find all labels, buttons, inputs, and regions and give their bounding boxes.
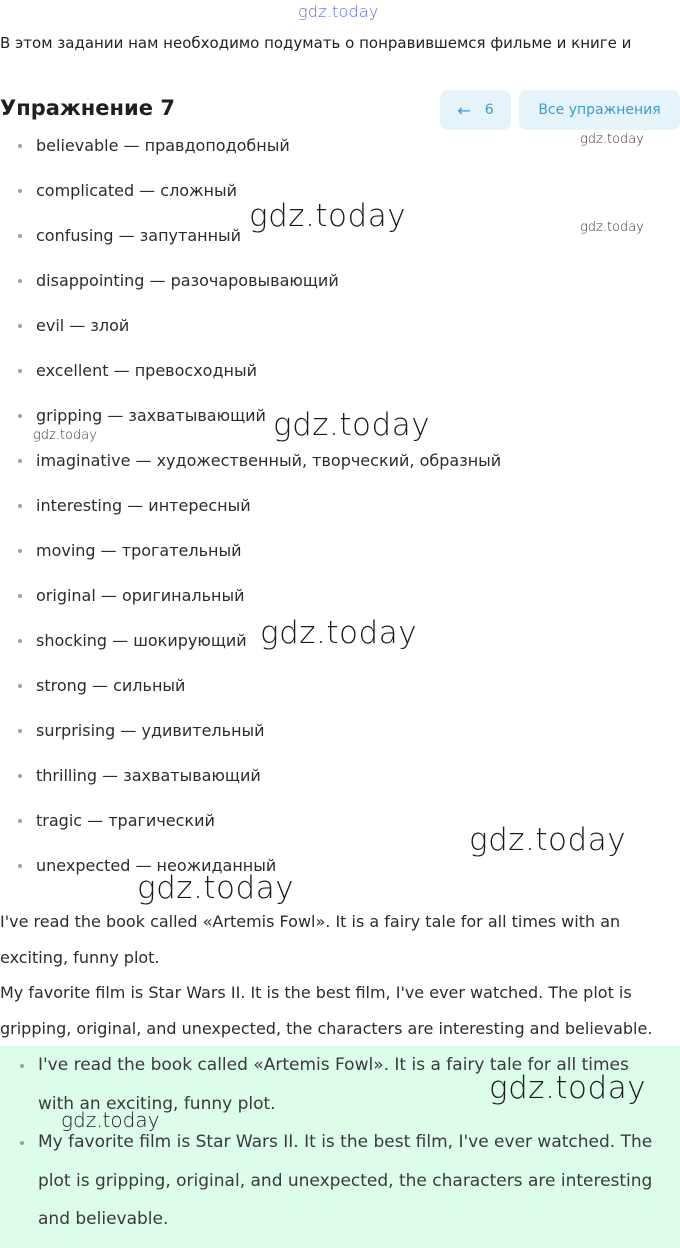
watermark: gdz.today <box>137 870 295 906</box>
list-item: moving — трогательный <box>0 528 680 573</box>
page-title: Упражнение 7 <box>0 96 175 120</box>
watermark: gdz.today <box>33 428 97 443</box>
list-item: evil — злой <box>0 303 680 348</box>
list-item: disappointing — разочаровывающий <box>0 258 680 303</box>
list-item: gripping — захватывающий <box>0 393 680 438</box>
sample-text-line: gripping, original, and unexpected, the characters are interesting and believable. <box>0 1019 653 1038</box>
list-item: original — оригинальный <box>0 573 680 618</box>
answer-item: My favorite film is Star Wars II. It is the best film, I've ever watched. The plot is gripping, original, and unexpected, the characters are interesting and believable. <box>0 1123 680 1239</box>
vocabulary-list <box>0 123 680 888</box>
watermark: gdz.today <box>298 2 379 21</box>
list-item: thrilling — захватывающий <box>0 753 680 798</box>
sample-text-line: I've read the book called «Artemis Fowl». It is a fairy tale for all times with an <box>0 912 621 931</box>
list-item: imaginative — художественный, творческий, образный <box>0 438 680 483</box>
watermark: gdz.today <box>260 615 418 651</box>
watermark: gdz.today <box>489 1070 647 1106</box>
list-item: tragic — трагический <box>0 798 680 843</box>
intro-text: В этом задании нам необходимо подумать о понравившемся фильме и книге и <box>0 34 632 52</box>
list-item: shocking — шокирующий <box>0 618 680 663</box>
sample-text-line: My favorite film is Star Wars II. It is the best film, I've ever watched. The plot is <box>0 983 632 1002</box>
watermark: gdz.today <box>273 407 431 443</box>
watermark: gdz.today <box>580 220 644 235</box>
list-item: complicated — сложный <box>0 168 680 213</box>
list-item: surprising — удивительный <box>0 708 680 753</box>
watermark: gdz.today <box>61 1108 160 1132</box>
list-item: interesting — интересный <box>0 483 680 528</box>
arrow-left-icon: ← <box>457 100 471 120</box>
list-item: believable — правдоподобный <box>0 123 680 168</box>
list-item: unexpected — неожиданный <box>0 843 680 888</box>
list-item: excellent — превосходный <box>0 348 680 393</box>
watermark: gdz.today <box>580 132 644 147</box>
watermark: gdz.today <box>469 822 627 858</box>
list-item: strong — сильный <box>0 663 680 708</box>
sample-text-line: exciting, funny plot. <box>0 948 160 967</box>
all-exercises-button[interactable]: Все упражнения <box>519 90 680 130</box>
answer-item: I've read the book called «Artemis Fowl». It is a fairy tale for all times with an exciting, funny plot. <box>0 1046 680 1123</box>
prev-exercise-label: 6 <box>484 102 494 118</box>
list-item: confusing — запутанный <box>0 213 680 258</box>
watermark: gdz.today <box>249 198 407 234</box>
